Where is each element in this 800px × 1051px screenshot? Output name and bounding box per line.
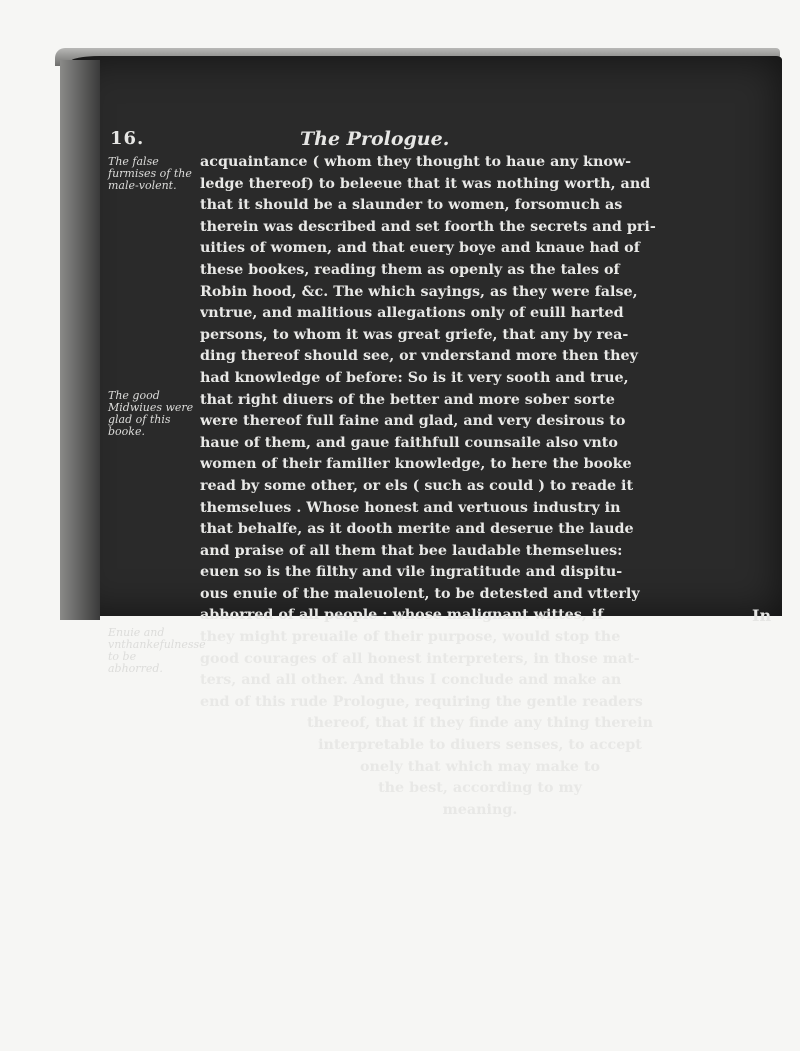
text-line: acquaintance ( whom they thought to haue any know- [200, 154, 632, 170]
sidenote-midwives: The good Midwiues were glad of this booke. [108, 389, 194, 438]
text-line: themselues . Whose honest and vertuous industry in [200, 499, 621, 516]
text-line: good courages of all honest interpreters, in those mat- [200, 650, 640, 667]
text-line: that behalfe, as it dooth merite and deserue the laude [200, 521, 634, 538]
text-line: therein was described and set foorth the secrets and pri- [200, 218, 656, 235]
text-line: end of this rude Prologue, requiring the gentle readers [200, 693, 643, 710]
text-line: these bookes, reading them as openly as the tales of [200, 261, 620, 278]
page-number: 16. [110, 128, 145, 149]
text-line: persons, to whom it was great griefe, that any by rea- [200, 326, 629, 343]
sidenote-malevolent: The false furmises of the male-volent. [108, 155, 192, 192]
page-gutter [60, 60, 100, 620]
running-title: The Prologue. [300, 128, 450, 150]
page-header [110, 128, 750, 152]
text-line: that it should be a slaunder to women, forsomuch as [200, 197, 623, 214]
sidenote-envie: Enuie and vnthankefulnesse to be abhorred. [108, 626, 206, 675]
text-line: had knowledge of before: So is it very sooth and true, [200, 369, 629, 386]
text-line: onely that which may make to [360, 758, 600, 775]
text-line: uities of women, and that euery boye and knaue had of [200, 240, 640, 257]
text-line: were thereof full faine and glad, and very desirous to [200, 413, 626, 430]
catchword: In [752, 606, 772, 625]
text-line: that right diuers of the better and more sober sorte [200, 391, 615, 408]
text-line: ledge thereof) to beleeue that it was nothing worth, and [200, 175, 651, 192]
text-line: thereof, that if they finde any thing therein [307, 715, 653, 732]
text-line: haue of them, and gaue faithfull counsaile also vnto [200, 434, 618, 451]
text-line: euen so is the filthy and vile ingratitude and dispitu- [200, 564, 623, 581]
text-line: ding thereof should see, or vnderstand more then they [200, 348, 638, 365]
text-line: meaning. [442, 801, 518, 818]
prologue-text [200, 152, 760, 821]
text-line: read by some other, or els ( such as could ) to reade it [200, 477, 634, 494]
text-line: abhorred of all people : whose malignant wittes, if [200, 607, 604, 624]
text-line: ous enuie of the maleuolent, to be detested and vtterly [200, 585, 640, 602]
text-line: vntrue, and malitious allegations only of euill harted [200, 305, 624, 322]
text-line: women of their familier knowledge, to here the booke [200, 456, 632, 473]
text-line: ters, and all other. And thus I conclude and make an [200, 672, 622, 689]
text-line: interpretable to diuers senses, to accept [318, 737, 642, 754]
text-line: and praise of all them that bee laudable themselues: [200, 542, 623, 559]
text-line: the best, according to my [378, 780, 582, 797]
text-line: they might preuaile of their purpose, would stop the [200, 629, 621, 646]
text-line: Robin hood, &c. The which sayings, as they were false, [200, 283, 638, 300]
